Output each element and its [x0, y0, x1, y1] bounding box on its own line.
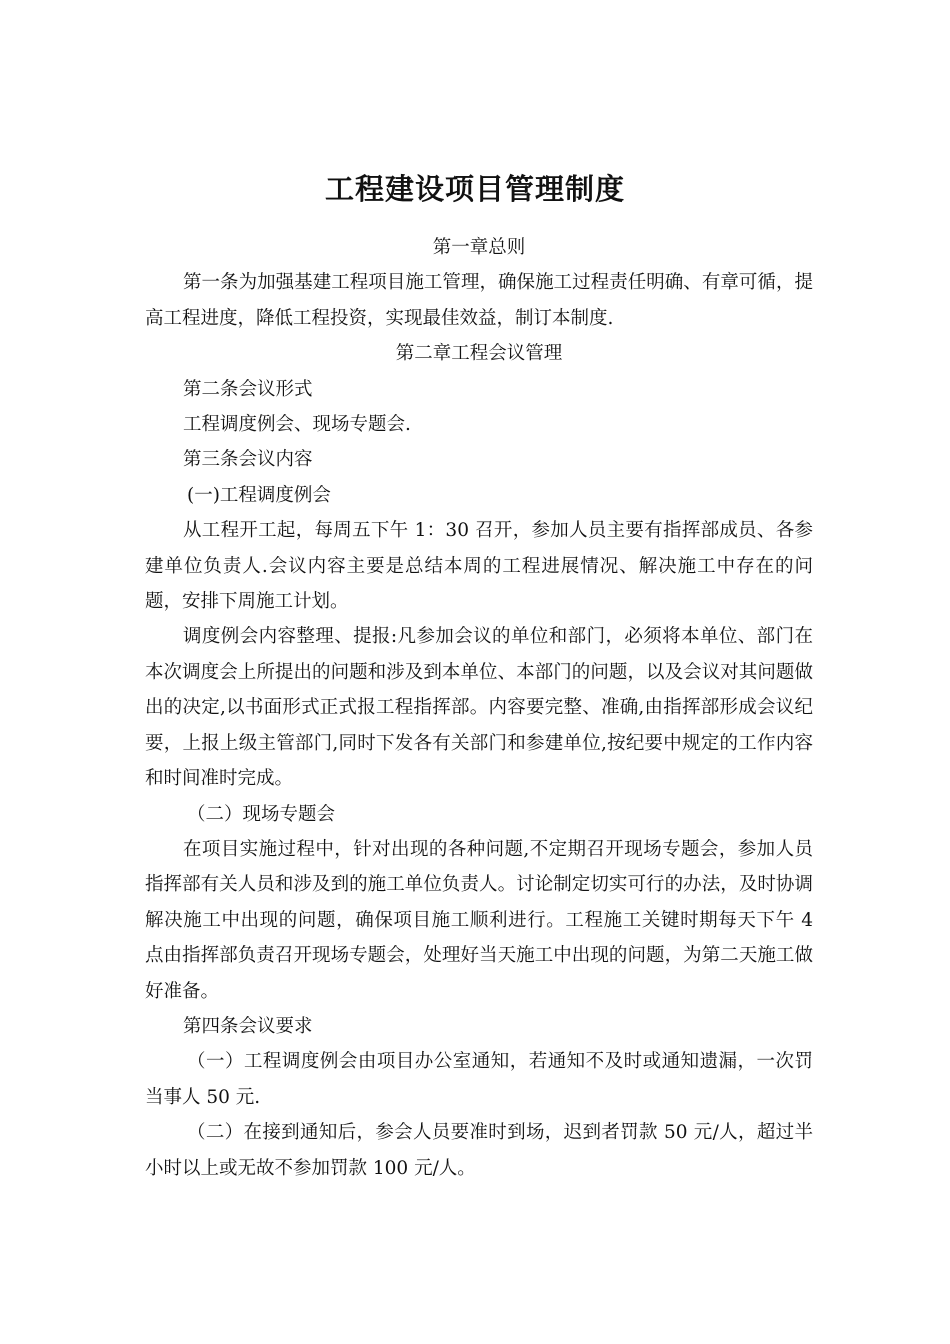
paragraph: 调度例会内容整理、提报:凡参加会议的单位和部门，必须将本单位、部门在本次调度会上所提出的问题和涉及到本单位、本部门的问题，以及会议对其问题做出的决定,以书面形式正式报工程指挥部。内容要完整、准确,由指挥部形成会议纪要，上报上级主管部门,同时下发各有关部门和参建单位,按纪要中规定的工作内容和时间准时完成。	[145, 626, 813, 790]
paragraph: 工程调度例会、现场专题会.	[183, 414, 411, 436]
chapter-heading: 第二章工程会议管理	[395, 343, 563, 365]
article-heading: 第三条会议内容	[183, 449, 313, 471]
paragraph: 在项目实施过程中，针对出现的各种问题,不定期召开现场专题会，参加人员指挥部有关人员和涉及到的施工单位负责人。讨论制定切实可行的办法，及时协调解决施工中出现的问题，确保项目施工顺利进行。工程施工关键时期每天下午 4 点由指挥部负责召开现场专题会，处理好当天施工中出现的问题，为第二天施工做好准备。	[145, 838, 813, 1002]
article-heading: 第二条会议形式	[183, 378, 313, 400]
paragraph: （二）在接到通知后，参会人员要准时到场，迟到者罚款 50 元/人，超过半小时以上或无故不参加罚款 100 元/人。	[145, 1122, 813, 1179]
paragraph: （一）工程调度例会由项目办公室通知，若通知不及时或通知遗漏，一次罚当事人 50 元.	[145, 1051, 813, 1108]
sub-heading: （二）现场专题会	[187, 803, 336, 825]
paragraph: 第一条为加强基建工程项目施工管理，确保施工过程责任明确、有章可循，提高工程进度，降低工程投资，实现最佳效益，制订本制度.	[145, 272, 813, 329]
chapter-heading: 第一章总则	[432, 237, 526, 258]
document-title: 工程建设项目管理制度	[324, 172, 625, 207]
document-body	[145, 230, 813, 1186]
paragraph: 从工程开工起，每周五下午 1：30 召开，参加人员主要有指挥部成员、各参建单位负责人.会议内容主要是总结本周的工程进展情况、解决施工中存在的问题，安排下周施工计划。	[145, 520, 813, 613]
sub-heading: (一)工程调度例会	[187, 484, 331, 506]
article-heading: 第四条会议要求	[183, 1015, 313, 1037]
